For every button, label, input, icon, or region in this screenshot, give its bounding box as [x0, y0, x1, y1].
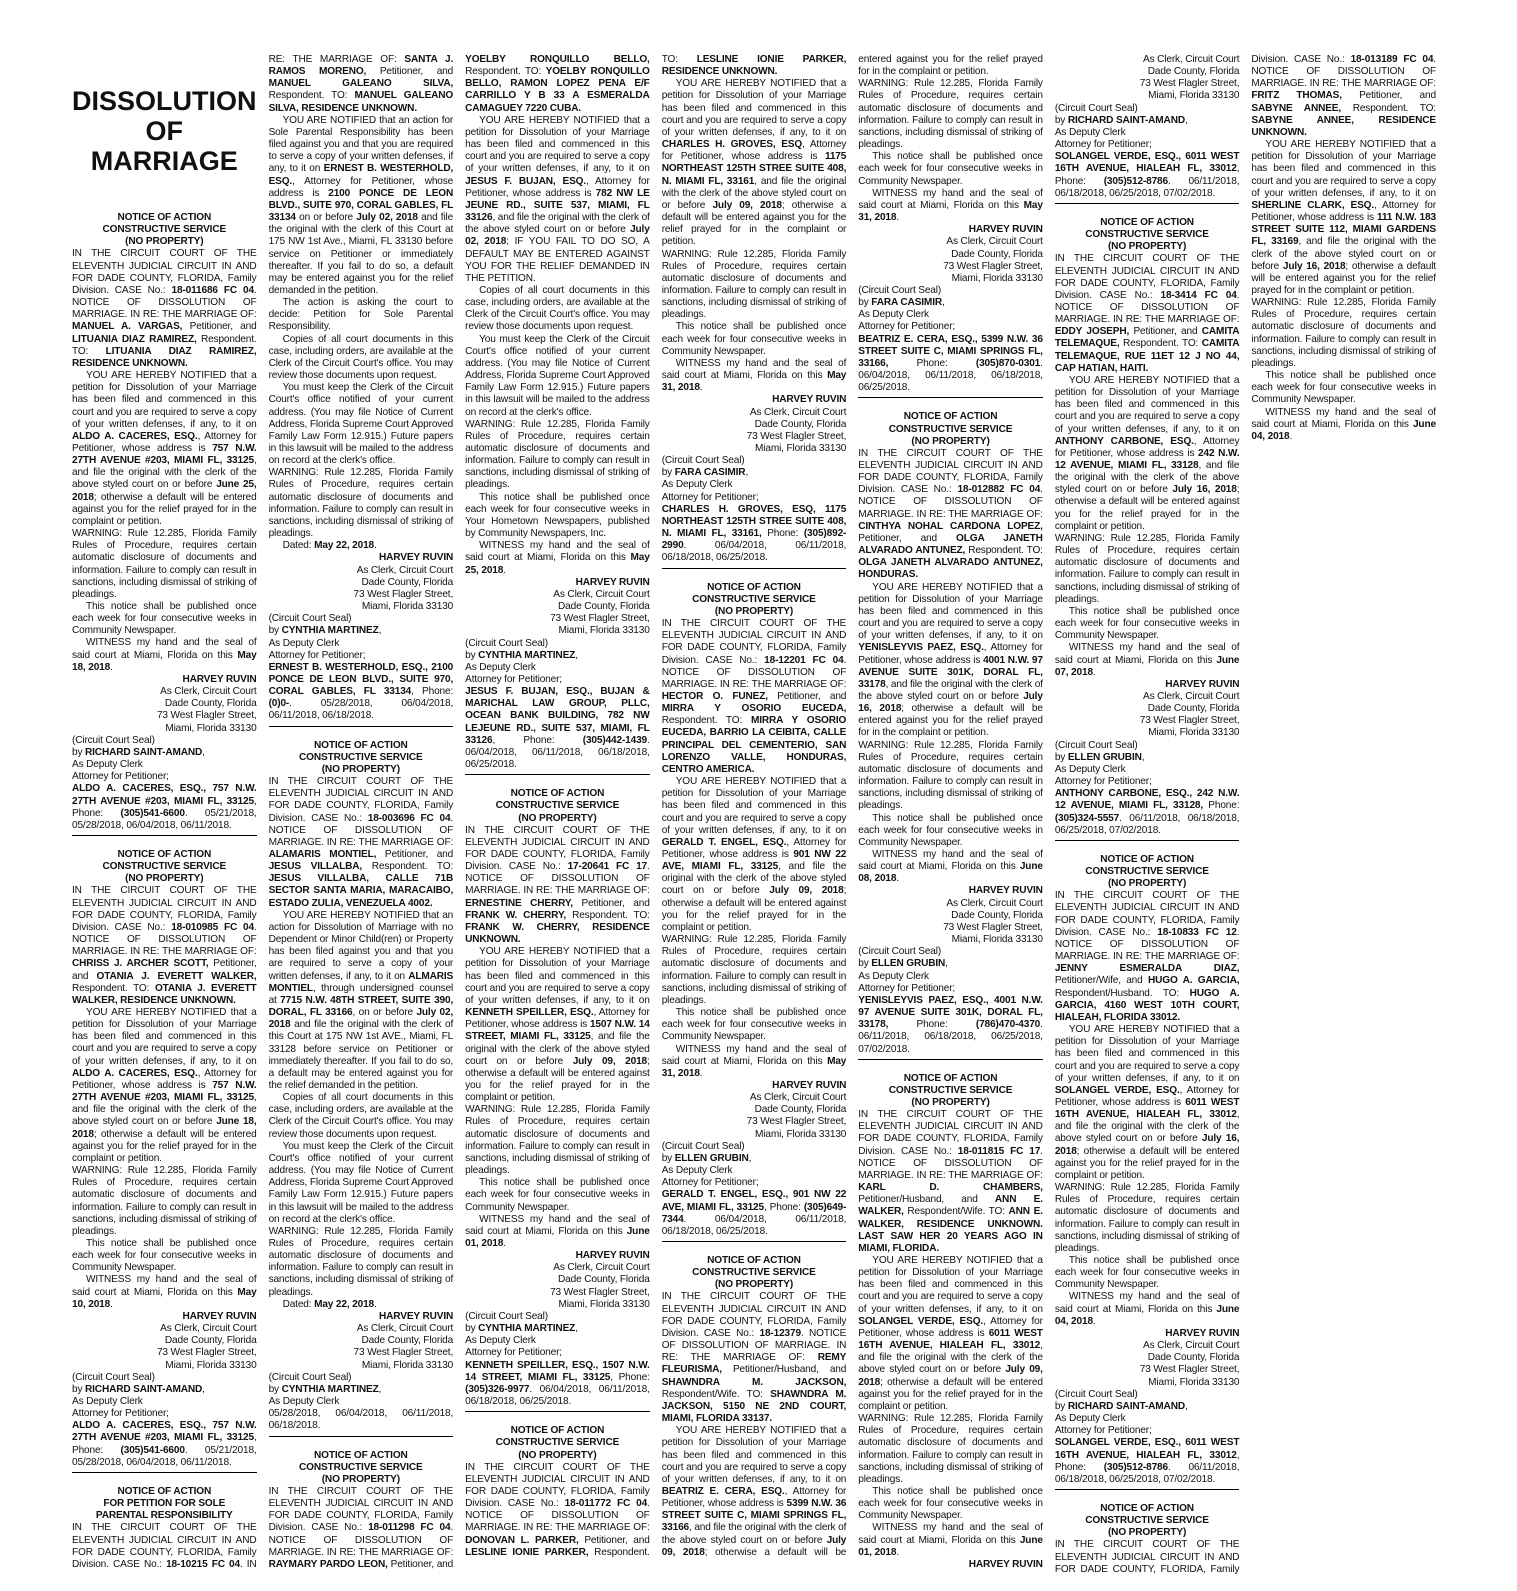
signature-line: Attorney for Petitioner; [268, 649, 366, 661]
notice-heading-line: CONSTRUCTIVE SERVICE [1085, 866, 1209, 877]
notice-paragraph: This notice shall be published once each week for four consecutive weeks in Community Newspaper. [661, 1007, 847, 1043]
notice-paragraph: KENNETH SPEILLER, ESQ., 1507 N.W. 14 STREET, MIAMI FL, 33125, Phone: (305)326-9977. 06/04/2018, 06/11/2018, 06/18/2018, 06/25/2018. [465, 1359, 650, 1408]
court-clerk-line: As Clerk, Circuit Court [356, 564, 454, 576]
court-clerk-line: Dade County, Florida [1147, 1352, 1240, 1364]
notice-paragraph: WARNING: Rule 12.285, Florida Family Rules of Procedure, requires certain automatic disclosure of documents and information. Failure to comply can result in sanctions, including dismissal of striking of pleadings. [858, 1413, 1043, 1485]
legal-notice [662, 582, 847, 1242]
signature-line: As Deputy Clerk [1054, 126, 1126, 138]
court-clerk-line: Miami, Florida 33130 [755, 443, 847, 454]
court-clerk-line: Dade County, Florida [164, 698, 257, 710]
notice-heading-line: CONSTRUCTIVE SERVICE [495, 1437, 620, 1449]
signature-line: Attorney for Petitioner; [661, 491, 759, 503]
notice-heading-line: NOTICE OF ACTION [117, 848, 212, 860]
court-clerk-line: As Clerk, Circuit Court [946, 897, 1043, 909]
notice-heading-line: CONSTRUCTIVE SERVICE [1085, 229, 1209, 241]
notice-heading-line: CONSTRUCTIVE SERVICE [102, 861, 227, 873]
court-clerk-line: 73 West Flagler Street, [1139, 1364, 1240, 1376]
court-clerk-line: 73 West Flagler Street, [353, 588, 454, 600]
notice-paragraph: IN THE CIRCUIT COURT OF THE ELEVENTH JUDICIAL CIRCUIT IN AND FOR DADE COUNTY, FLORIDA, Family Division. CASE No.: 18-12379. NOTICE OF DISSOLUTION OF MARRIAGE. IN RE: THE MARRIAGE OF: REMY FLEURISMA, Petitioner/Husband, and SHAWNDRA M. JACKSON, Respondent/Wife. TO: SHAWNDRA M. JACKSON, 5150 NE 2ND COURT, MIAMI, FLORIDA 33137. [661, 1291, 847, 1425]
notice-paragraph: The action is asking the court to decide: Petition for Sole Parental Responsibility. [268, 297, 454, 333]
notice-heading-line: NOTICE OF ACTION [903, 1072, 998, 1084]
notice-paragraph: WITNESS my hand and the seal of said court at Miami, Florida on this June 01, 2018. [858, 1522, 1043, 1558]
legal-notice [465, 788, 650, 1412]
signature-line: by CYNTHIA MARTINEZ, [268, 625, 382, 637]
court-clerk-line: Dade County, Florida [361, 1335, 454, 1347]
notice-paragraph: This notice shall be published once each week for four consecutive weeks in Community Newspaper. [465, 1177, 650, 1213]
notice-paragraph: Dated: May 22, 2018. [282, 540, 377, 552]
notice-heading-line: (NO PROPERTY) [1107, 241, 1187, 253]
notice-heading-line: (NO PROPERTY) [321, 763, 400, 775]
notice-paragraph: ALDO A. CACERES, ESQ., 757 N.W. 27TH AVENUE #203, MIAMI FL, 33125, Phone: (305)541-6600. 05/21/2018, 05/28/2018, 06/04/2018, 06/11/2018. [72, 783, 257, 831]
notice-paragraph: WARNING: Rule 12.285, Florida Family Rules of Procedure, requires certain automatic disclosure of documents and information. Failure to comply can result in sanctions, including dismissal of striking of pleadings. [858, 739, 1043, 812]
signature-line: As Deputy Clerk [858, 970, 929, 982]
court-clerk-line: Dade County, Florida [558, 1274, 650, 1286]
notice-paragraph: WITNESS my hand and the seal of said court at Miami, Florida on this May 31, 2018. [661, 1043, 847, 1079]
court-clerk-line: As Clerk, Circuit Court [356, 1323, 454, 1335]
notice-paragraph: IN THE CIRCUIT COURT OF THE ELEVENTH JUDICIAL CIRCUIT IN AND FOR DADE COUNTY, FLORIDA, Family Division. CASE No.: 18-011772 FC 04. NOTICE OF DISSOLUTION OF MARRIAGE. IN RE: THE MARRIAGE OF: DONOVAN L. PARKER, Petitioner, and LESLINE IONIE PARKER, Respondent. TO: LESLINE IONIE PARKER, RESIDENCE UNKNOWN. [465, 54, 847, 1558]
notice-paragraph: This notice shall be published once each week for four consecutive weeks in Community Newspaper. [1054, 605, 1240, 642]
notice-paragraph: This notice shall be published once each week for four consecutive weeks in Community Newspaper. [661, 321, 847, 357]
notice-paragraph: WITNESS my hand and the seal of said court at Miami, Florida on this June 08, 2018. [858, 849, 1043, 885]
notice-paragraph: ERNEST B. WESTERHOLD, ESQ., 2100 PONCE DE LEON BLVD., SUITE 970, CORAL GABLES, FL 33134, Phone: (0)0-. 05/28/2018, 06/04/2018, 06/11/2018, 06/18/2018. [268, 661, 454, 722]
notice-paragraph: WARNING: Rule 12.285, Florida Family Rules of Procedure, requires certain automatic disclosure of documents and information. Failure to comply can result in sanctions, including dismissal of striking of pleadings. [1251, 297, 1436, 369]
signature-line: Attorney for Petitioner; [661, 1177, 759, 1189]
court-clerk-line: 73 West Flagler Street, [943, 260, 1043, 272]
signature-line: (Circuit Court Seal) [72, 1371, 155, 1383]
signature-line: As Deputy Clerk [72, 1396, 143, 1407]
signature-line: As Deputy Clerk [268, 1396, 340, 1408]
court-clerk-line: As Clerk, Circuit Court [946, 236, 1043, 248]
notice-paragraph: WARNING: Rule 12.285, Florida Family Rules of Procedure, requires certain automatic disclosure of documents and information. Failure to comply can result in sanctions, including dismissal of striking of pleadings. [465, 418, 650, 491]
notice-heading-line: NOTICE OF ACTION [1100, 1502, 1194, 1514]
notice-paragraph: SOLANGEL VERDE, ESQ., 6011 WEST 16TH AVENUE, HIALEAH FL, 33012, Phone: (305)512-8786. 06/11/2018, 06/18/2018, 06/25/2018, 07/02/2018. [1054, 1437, 1240, 1485]
court-clerk-line: HARVEY RUVIN [575, 576, 650, 588]
signature-line: (Circuit Court Seal) [72, 734, 155, 746]
court-clerk-line: Miami, Florida 33130 [1148, 727, 1240, 739]
court-clerk-line: As Clerk, Circuit Court [553, 588, 650, 600]
court-clerk-line: Miami, Florida 33130 [361, 601, 454, 613]
signature-line: As Deputy Clerk [465, 1335, 536, 1347]
signature-line: by RICHARD SAINT-AMAND, [72, 1383, 205, 1395]
signature-line: As Deputy Clerk [661, 479, 733, 491]
signature-line: As Deputy Clerk [268, 637, 340, 649]
notice-heading-line: NOTICE OF ACTION [117, 1485, 212, 1497]
signature-line: Attorney for Petitioner; [1054, 776, 1152, 788]
court-clerk-line: HARVEY RUVIN [772, 1079, 847, 1091]
court-clerk-line: Miami, Florida 33130 [1148, 1376, 1240, 1388]
signature-line: by RICHARD SAINT-AMAND, [1054, 114, 1188, 126]
notice-paragraph: This notice shall be published once each week for four consecutive weeks in Community Newspaper. [72, 601, 257, 637]
notice-paragraph: WITNESS my hand and the seal of said court at Miami, Florida on this May 25, 2018. [465, 540, 650, 576]
notice-paragraph: YOU ARE HEREBY NOTIFIED that an action for Dissolution of Marriage with no Dependent or Minor Child(ren) or Property has been filed against you and that you are required to serve a copy of your written defenses, if any, to it on ALMARIS MONTIEL, through undersigned counsel at 7715 N.W. 48TH STREET, SUITE 390, DORAL, FL 33166, on or before July 02, 2018 and file the original with the clerk of this Court at 175 NW 1st AVE., Miami, FL 33128 before service on Petitioner or immediately thereafter. If you fail to do so, a default may be entered against you for the relief demanded in the petition. [268, 909, 454, 1091]
court-clerk-line: Miami, Florida 33130 [558, 625, 650, 637]
court-clerk-line: As Clerk, Circuit Court [160, 1323, 257, 1335]
notice-heading-line: (NO PROPERTY) [714, 1279, 794, 1291]
signature-line: by FARA CASIMIR, [661, 467, 749, 479]
notice-paragraph: IN THE CIRCUIT COURT OF THE ELEVENTH JUDICIAL CIRCUIT IN AND FOR DADE COUNTY, FLORIDA, Family Division. CASE No.: 18-013189 FC 04. NOTICE OF DISSOLUTION OF MARRIAGE. IN RE: THE MARRIAGE OF: FRITZ THOMAS, Petitioner, and SABYNE ANNEE, Respondent. TO: SABYNE ANNEE, RESIDENCE UNKNOWN. [1054, 54, 1436, 1575]
notice-heading-line: NOTICE OF ACTION [117, 212, 212, 223]
court-clerk-line: Dade County, Florida [164, 1335, 257, 1347]
court-clerk-line: Dade County, Florida [754, 418, 847, 430]
notice-paragraph: YOU ARE HEREBY NOTIFIED that a petition for Dissolution of your Marriage has been filed and commenced in this court and you are required to serve a copy of your written defenses, if any, to it on ANTHONY CARBONE, ESQ., Attorney for Petitioner, whose address is 242 N.W. 12 AVENUE, MIAMI FL, 33128, and file the original with the clerk of the above styled court on or before July 16, 2018; otherwise a default will be entered against you for the relief prayed for in the complaint or petition. [1054, 374, 1240, 532]
notice-paragraph: Dated: May 22, 2018. [282, 1298, 377, 1310]
notice-heading-line: (NO PROPERTY) [321, 1473, 400, 1485]
notice-paragraph: WARNING: Rule 12.285, Florida Family Rules of Procedure, requires certain automatic disclosure of documents and information. Failure to comply can result in sanctions, including dismissal of striking of pleadings. [858, 78, 1043, 151]
signature-line: (Circuit Court Seal) [465, 1310, 548, 1322]
notice-paragraph: IN THE CIRCUIT COURT OF THE ELEVENTH JUDICIAL CIRCUIT IN AND FOR DADE COUNTY, FLORIDA, Family Division. CASE No.: 18-011298 FC 04. NOTICE OF DISSOLUTION OF MARRIAGE. IN RE: THE MARRIAGE OF: RAYMARY PARDO LEON, Petitioner, and YOELBY RONQUILLO BELLO, Respondent. TO: YOELBY RONQUILLO BELLO, RAMON LOPEZ PENA E/F CARRILLO Y B 33 A ESMERALDA CAMAGUEY 7220 CUBA. [268, 54, 650, 1570]
notices-flow [72, 54, 1436, 1582]
notice-paragraph: ALDO A. CACERES, ESQ., 757 N.W. 27TH AVENUE #203, MIAMI FL, 33125, Phone: (305)541-6600. 05/21/2018, 05/28/2018, 06/04/2018, 06/11/2018. [72, 1420, 257, 1468]
notice-heading-line: NOTICE OF ACTION [510, 788, 605, 800]
notice-paragraph: YOU ARE HEREBY NOTIFIED that a petition for Dissolution of your Marriage has been filed and commenced in this court and you are required to serve a copy of your written defenses, if any, to it on YENISLEYVIS PAEZ, ESQ., Attorney for Petitioner, whose address is 4001 N.W. 97 AVENUE SUITE 301K, DORAL FL, 33178, and file the original with the clerk of the above styled court on or before July 16, 2018; otherwise a default will be entered against you for the relief prayed for in the complaint or petition. [858, 581, 1043, 739]
court-clerk-line: Miami, Florida 33130 [165, 722, 257, 734]
court-clerk-line: Dade County, Florida [558, 601, 650, 613]
page-title-line-2: OF MARRIAGE [90, 116, 238, 176]
notice-heading-line: (NO PROPERTY) [518, 1449, 597, 1461]
notice-paragraph: YOU ARE HEREBY NOTIFIED that a petition for Dissolution of your Marriage has been filed and commenced in this court and you are required to serve a copy of your written defenses, if any, to it on ALDO A. CACERES, ESQ., Attorney for Petitioner, whose address is 757 N.W. 27TH AVENUE #203, MIAMI FL, 33125, and file the original with the clerk of the above styled court on or before June 25, 2018; otherwise a default will be entered against you for the relief prayed for in the complaint or petition. [72, 370, 257, 527]
court-clerk-line: Dade County, Florida [951, 248, 1043, 260]
signature-line: by FARA CASIMIR, [858, 297, 945, 309]
page-title [72, 86, 257, 176]
signature-line: by ELLEN GRUBIN, [661, 1152, 752, 1164]
notice-heading-line: CONSTRUCTIVE SERVICE [1085, 1515, 1209, 1527]
court-clerk-line: 73 West Flagler Street, [1139, 78, 1240, 90]
court-clerk-line: As Clerk, Circuit Court [1142, 54, 1240, 65]
notice-heading-line: (NO PROPERTY) [911, 1096, 990, 1108]
notice-heading-line: (NO PROPERTY) [518, 812, 597, 824]
notice-paragraph: WARNING: Rule 12.285, Florida Family Rules of Procedure, requires certain automatic disclosure of documents and information. Failure to comply can result in sanctions, including dismissal of striking of pleadings. [1054, 532, 1240, 605]
signature-line: by CYNTHIA MARTINEZ, [465, 1323, 578, 1335]
notice-heading-line: NOTICE OF ACTION [1100, 853, 1194, 865]
notice-paragraph: IN THE CIRCUIT COURT OF THE ELEVENTH JUDICIAL CIRCUIT IN AND FOR DADE COUNTY, FLORIDA, Family Division. CASE No.: 17-20641 FC 17. NOTICE OF DISSOLUTION OF MARRIAGE. IN RE: THE MARRIAGE OF: ERNESTINE CHERRY, Petitioner, and FRANK W. CHERRY, Respondent. TO: FRANK W. CHERRY, RESIDENCE UNKNOWN. [465, 824, 650, 946]
signature-line: Attorney for Petitioner; [465, 1347, 562, 1359]
notice-paragraph: WARNING: Rule 12.285, Florida Family Rules of Procedure, requires certain automatic disclosure of documents and information. Failure to comply can result in sanctions, including dismissal of striking of pleadings. [72, 528, 257, 600]
signature-line: by ELLEN GRUBIN, [1054, 751, 1145, 763]
notice-heading-line: CONSTRUCTIVE SERVICE [102, 224, 227, 236]
signature-line: (Circuit Court Seal) [1054, 739, 1138, 751]
signature-line: (Circuit Court Seal) [858, 946, 942, 958]
court-clerk-line: HARVEY RUVIN [379, 1310, 454, 1322]
notice-paragraph: YOU ARE HEREBY NOTIFIED that a petition for Dissolution of your Marriage has been filed and commenced in this court and you are required to serve a copy of your written defenses, if any, to it on ALDO A. CACERES, ESQ., Attorney for Petitioner, whose address is 757 N.W. 27TH AVENUE #203, MIAMI FL, 33125, and file the original with the clerk of the above styled court on or before June 18, 2018; otherwise a default will be entered against you for the relief prayed for in the complaint or petition. [72, 1007, 257, 1164]
signature-line: (Circuit Court Seal) [661, 455, 745, 467]
court-clerk-line: As Clerk, Circuit Court [749, 1092, 847, 1104]
notice-heading-line: NOTICE OF ACTION [314, 1449, 408, 1461]
notice-paragraph: Copies of all court documents in this case, including orders, are available at the Clerk of the Circuit Court's office. You may review those documents upon request. [268, 1092, 454, 1140]
court-clerk-line: 73 West Flagler Street, [550, 1286, 650, 1298]
notice-heading-line: CONSTRUCTIVE SERVICE [495, 800, 620, 812]
notice-paragraph: IN THE CIRCUIT COURT OF THE ELEVENTH JUDICIAL CIRCUIT IN AND FOR DADE COUNTY, FLORIDA, Family Division. CASE No.: 18-12201 FC 04. NOTICE OF DISSOLUTION OF MARRIAGE. IN RE: THE MARRIAGE OF: HECTOR O. FUNEZ, Petitioner, and MIRRA Y OSORIO EUCEDA, Respondent. TO: MIRRA Y OSORIO EUCEDA, BARRIO LA CEIBITA, CALLE PRINCIPAL DEL CEMENTERIO, SAN LORENZO VALLE, HONDURAS, CENTRO AMERICA. [661, 618, 847, 775]
signature-line: Attorney for Petitioner; [1054, 1425, 1152, 1437]
notice-paragraph: WITNESS my hand and the seal of said court at Miami, Florida on this May 31, 2018. [858, 187, 1043, 224]
notice-heading-line: CONSTRUCTIVE SERVICE [299, 1461, 423, 1473]
court-clerk-line: HARVEY RUVIN [968, 1558, 1043, 1570]
notice-paragraph: WITNESS my hand and the seal of said court at Miami, Florida on this June 01, 2018. [465, 1213, 650, 1249]
signature-line: As Deputy Clerk [661, 1165, 733, 1177]
notice-paragraph: IN THE CIRCUIT COURT OF THE ELEVENTH JUDICIAL CIRCUIT IN AND FOR DADE COUNTY, FLORIDA, Family Division. CASE No.: 18-003696 FC 04. NOTICE OF DISSOLUTION OF MARRIAGE. IN RE: THE MARRIAGE OF: ALAMARIS MONTIEL, Petitioner, and JESUS VILLALBA, Respondent. TO: JESUS VILLALBA, CALLE 71B SECTOR SANTA MARIA, MARACAIBO, ESTADO ZULIA, VENEZUELA 4002. [268, 776, 454, 909]
notice-paragraph: GERALD T. ENGEL, ESQ., 901 NW 22 AVE, MIAMI FL, 33125, Phone: (305)649-7344. 06/04/2018, 06/11/2018, 06/18/2018, 06/25/2018. [661, 1189, 847, 1237]
notice-paragraph: WARNING: Rule 12.285, Florida Family Rules of Procedure, requires certain automatic disclosure of documents and information. Failure to comply can result in sanctions, including dismissal of striking of pleadings. [72, 1165, 257, 1237]
court-clerk-line: Dade County, Florida [951, 909, 1043, 921]
notice-heading-line: NOTICE OF ACTION [510, 1425, 605, 1437]
notice-paragraph: WITNESS my hand and the seal of said court at Miami, Florida on this June 04, 2018. [1251, 406, 1436, 442]
signature-line: (Circuit Court Seal) [465, 637, 548, 649]
signature-line: Attorney for Petitioner; [465, 673, 562, 685]
notice-paragraph: IN THE CIRCUIT COURT OF THE ELEVENTH JUDICIAL CIRCUIT IN AND FOR DADE COUNTY, FLORIDA, Family Division. CASE No.: 18-10833 FC 12. NOTICE OF DISSOLUTION OF MARRIAGE. IN RE: THE MARRIAGE OF: JENNY ESMERALDA DIAZ, Petitioner/Wife, and HUGO A. GARCIA, Respondent/Husband. TO: HUGO A. GARCIA, 4160 WEST 10TH COURT, HIALEAH, FLORIDA 33012. [1054, 890, 1240, 1023]
notice-paragraph: IN THE CIRCUIT COURT OF THE ELEVENTH JUDICIAL CIRCUIT IN AND FOR DADE COUNTY, FLORIDA, Family Division. CASE No.: 18-011815 FC 17. NOTICE OF DISSOLUTION OF MARRIAGE. IN RE: THE MARRIAGE OF: KARL D. CHAMBERS, Petitioner/Husband, and ANN E. WALKER, Respondent/Wife. TO: ANN E. WALKER, RESIDENCE UNKNOWN. LAST SAW HER 20 YEARS AGO IN MIAMI, FLORIDA. [858, 1109, 1043, 1254]
signature-line: by CYNTHIA MARTINEZ, [268, 1383, 382, 1395]
court-clerk-line: Miami, Florida 33130 [951, 272, 1043, 284]
notice-paragraph: WITNESS my hand and the seal of said court at Miami, Florida on this June 07, 2018. [1054, 642, 1240, 678]
signature-line: by RICHARD SAINT-AMAND, [72, 746, 205, 758]
page-title-line-1: DISSOLUTION [72, 86, 257, 116]
notice-paragraph: Copies of all court documents in this case, including orders, are available at the Clerk of the Circuit Court's office. You may review those documents upon request. [268, 333, 454, 382]
notice-paragraph: WITNESS my hand and the seal of said court at Miami, Florida on this May 10, 2018. [72, 1274, 257, 1310]
court-clerk-line: Dade County, Florida [754, 1104, 847, 1116]
notice-paragraph: YENISLEYVIS PAEZ, ESQ., 4001 N.W. 97 AVENUE SUITE 301K, DORAL FL, 33178, Phone: (786)470-4370. 06/11/2018, 06/18/2018, 06/25/2018, 07/02/2018. [858, 994, 1043, 1055]
court-clerk-line: As Clerk, Circuit Court [160, 686, 257, 698]
court-clerk-line: 73 West Flagler Street, [156, 710, 257, 722]
court-clerk-line: 73 West Flagler Street, [1139, 715, 1240, 727]
notice-paragraph: WARNING: Rule 12.285, Florida Family Rules of Procedure, requires certain automatic disclosure of documents and information. Failure to comply can result in sanctions, including dismissal of striking of pleadings. [268, 1225, 454, 1298]
court-clerk-line: 73 West Flagler Street, [943, 921, 1043, 933]
signature-line: As Deputy Clerk [1054, 1413, 1126, 1425]
court-clerk-line: HARVEY RUVIN [182, 1310, 257, 1322]
notice-heading-line: (NO PROPERTY) [125, 236, 204, 248]
signature-line: by RICHARD SAINT-AMAND, [1054, 1400, 1188, 1412]
signature-line: Attorney for Petitioner; [858, 982, 956, 994]
court-clerk-line: As Clerk, Circuit Court [553, 1262, 650, 1274]
notice-heading-line: FOR PETITION FOR SOLE [103, 1498, 226, 1510]
notice-paragraph: This notice shall be published once each week for four consecutive weeks in Your Hometown Newspapers, published by Community Newspapers, Inc. [465, 491, 650, 540]
notice-paragraph: WITNESS my hand and the seal of said court at Miami, Florida on this June 04, 2018. [1054, 1291, 1240, 1327]
notice-paragraph: YOU ARE HEREBY NOTIFIED that a petition for Dissolution of your Marriage has been filed and commenced in this court and you are required to serve a copy of your written defenses, if any, to it on SHERLINE CLARK, ESQ., Attorney for Petitioner, whose address is 111 N.W. 183 STREET SUITE 112, MIAMI GARDENS FL, 33169, and file the original with the clerk of the above styled court on or before July 16, 2018; otherwise a default will be entered against you for the relief prayed for in the complaint or petition. [1251, 139, 1436, 296]
notice-paragraph: WARNING: Rule 12.285, Florida Family Rules of Procedure, requires certain automatic disclosure of documents and information. Failure to comply can result in sanctions, including dismissal of striking of pleadings. [661, 248, 847, 321]
signature-line: Attorney for Petitioner; [858, 321, 956, 333]
notice-paragraph: This notice shall be published once each week for four consecutive weeks in Community Newspaper. [1054, 1255, 1240, 1291]
notice-paragraph: You must keep the Clerk of the Circuit Court's office notified of your current address. (You may file Notice of Current Address, Florida Supreme Court Approved Family Law Form 12.915.) Future papers in this lawsuit will be mailed to the address on record at the clerk's office. [268, 1140, 454, 1225]
notice-paragraph: IN THE CIRCUIT COURT OF THE ELEVENTH JUDICIAL CIRCUIT IN AND FOR DADE COUNTY, FLORIDA, Family Division. CASE No.: 18-010985 FC 04. NOTICE OF DISSOLUTION OF MARRIAGE. IN RE: THE MARRIAGE OF: CHRISS J. ARCHER SCOTT, Petitioner, and OTANIA J. EVERETT WALKER, Respondent. TO: OTANIA J. EVERETT WALKER, RESIDENCE UNKNOWN. [72, 885, 257, 1006]
legal-notice [72, 212, 257, 836]
court-clerk-line: HARVEY RUVIN [1165, 1327, 1240, 1339]
notice-heading-line: CONSTRUCTIVE SERVICE [692, 593, 816, 605]
signature-line: Attorney for Petitioner; [72, 1408, 169, 1420]
notice-heading-line: (NO PROPERTY) [1107, 1527, 1187, 1539]
court-clerk-line: HARVEY RUVIN [182, 673, 257, 685]
notice-paragraph: BEATRIZ E. CERA, ESQ., 5399 N.W. 36 STREET SUITE C, MIAMI SPRINGS FL, 33166, Phone: (305)870-0301. 06/04/2018, 06/11/2018, 06/18/2018, 06/25/2018. [858, 333, 1043, 394]
court-clerk-line: As Clerk, Circuit Court [1142, 1340, 1240, 1352]
notice-paragraph: WARNING: Rule 12.285, Florida Family Rules of Procedure, requires certain automatic disclosure of documents and information. Failure to comply can result in sanctions, including dismissal of striking of pleadings. [1054, 1182, 1240, 1254]
legal-notice [858, 411, 1043, 1059]
notice-paragraph: YOU ARE HEREBY NOTIFIED that a petition for Dissolution of your Marriage has been filed and commenced in this court and you are required to serve a copy of your written defenses, if any, to it on SOLANGEL VERDE, ESQ., Attorney for Petitioner, whose address is 6011 WEST 16TH AVENUE, HIALEAH FL, 33012, and file the original with the clerk of the above styled court on or before July 09, 2018; otherwise a default will be entered against you for the relief prayed for in the complaint or petition. [858, 1255, 1043, 1412]
signature-line: As Deputy Clerk [1054, 763, 1126, 775]
notice-heading-line: NOTICE OF ACTION [314, 739, 408, 751]
court-clerk-line: Miami, Florida 33130 [1148, 90, 1240, 102]
court-clerk-line: Miami, Florida 33130 [165, 1359, 257, 1371]
notice-paragraph: This notice shall be published once each week for four consecutive weeks in Community Newspaper. [858, 151, 1043, 187]
signature-line: (Circuit Court Seal) [1054, 1388, 1138, 1400]
signature-line: (Circuit Court Seal) [661, 1140, 745, 1152]
notice-heading-line: NOTICE OF ACTION [707, 1255, 801, 1266]
court-clerk-line: Miami, Florida 33130 [755, 1128, 847, 1140]
notice-paragraph: IN THE CIRCUIT COURT OF THE ELEVENTH JUDICIAL CIRCUIT IN AND FOR DADE COUNTY, FLORIDA, Family Division. CASE No.: 18-012882 FC 04. NOTICE OF DISSOLUTION OF MARRIAGE. IN RE: THE MARRIAGE OF: CINTHYA NOHAL CARDONA LOPEZ, Petitioner, and OLGA JANETH ALVARADO ANTUNEZ, Respondent. TO: OLGA JANETH ALVARADO ANTUNEZ, HONDURAS. [858, 447, 1043, 581]
notice-heading-line: NOTICE OF ACTION [1100, 216, 1194, 228]
notice-heading-line: (NO PROPERTY) [714, 605, 794, 617]
notice-heading-line: NOTICE OF ACTION [707, 581, 801, 593]
court-clerk-line: HARVEY RUVIN [968, 885, 1043, 897]
legal-notice [1055, 217, 1240, 841]
signature-line: As Deputy Clerk [465, 661, 536, 673]
signature-line: (Circuit Court Seal) [858, 284, 942, 296]
notice-heading-line: (NO PROPERTY) [1107, 878, 1187, 890]
notice-paragraph: Copies of all court documents in this case, including orders, are available at the Clerk of the Circuit Court's office. You may review those documents upon request. [465, 284, 650, 333]
notice-paragraph: YOU ARE HEREBY NOTIFIED that a petition for Dissolution of your Marriage has been filed and commenced in this court and you are required to serve a copy of your written defenses, if any, to it on KENNETH SPEILLER, ESQ., Attorney for Petitioner, whose address is 1507 N.W. 14 STREET, MIAMI FL, 33125, and file the original with the clerk of the above styled court on or before July 09, 2018; otherwise a default will be entered against you for the relief prayed for in the complaint or petition. [465, 946, 650, 1104]
notice-paragraph: This notice shall be published once each week for four consecutive weeks in Community Newspaper. [858, 812, 1043, 848]
notice-heading-line: (NO PROPERTY) [911, 435, 990, 447]
notice-heading-line: CONSTRUCTIVE SERVICE [888, 1084, 1013, 1096]
notice-heading-line: PARENTAL RESPONSIBILITY [95, 1510, 233, 1522]
notice-paragraph: This notice shall be published once each week for four consecutive weeks in Community Newspaper. [1251, 370, 1436, 406]
court-clerk-line: Miami, Florida 33130 [361, 1359, 454, 1371]
legal-notice [72, 849, 257, 1473]
notice-paragraph: WARNING: Rule 12.285, Florida Family Rules of Procedure, requires certain automatic disclosure of documents and information. Failure to comply can result in sanctions, including dismissal of striking of pleadings. [661, 934, 847, 1006]
court-clerk-line: HARVEY RUVIN [1165, 678, 1240, 690]
signature-line: (Circuit Court Seal) [268, 613, 352, 625]
notice-paragraph: This notice shall be published once each week for four consecutive weeks in Community Newspaper. [72, 1237, 257, 1274]
signature-line: Attorney for Petitioner; [1054, 139, 1152, 151]
notice-paragraph: JESUS F. BUJAN, ESQ., BUJAN & MARICHAL LAW GROUP, PLLC, OCEAN BANK BUILDING, 782 NW LEJEUNE RD., SUITE 537, MIAMI, FL 33126, Phone: (305)442-1439. 06/04/2018, 06/11/2018, 06/18/2018, 06/25/2018. [465, 686, 650, 771]
legal-notice [269, 740, 454, 1437]
notice-heading-line: CONSTRUCTIVE SERVICE [299, 751, 423, 763]
court-clerk-line: Dade County, Florida [1147, 66, 1240, 78]
notice-paragraph: You must keep the Clerk of the Circuit Court's office notified of your current address. (You may file Notice of Current Address, Florida Supreme Court Approved Family Law Form 12.915.) Future papers in this lawsuit will be mailed to the address on record at the clerk's office. [465, 333, 650, 418]
notice-paragraph: YOU ARE HEREBY NOTIFIED that a petition for Dissolution of your Marriage has been filed and commenced in this court and you are required to serve a copy of your written defenses, if any, to it on CHARLES H. GROVES, ESQ, Attorney for Petitioner, whose address is 1175 NORTHEAST 125TH STREE SUITE 408, N. MIAMI FL, 33161, and file the original with the clerk of the above styled court on or before July 09, 2018; otherwise a default will be entered against you for the relief prayed for in the complaint or petition. [661, 78, 847, 248]
notice-heading-line: (NO PROPERTY) [125, 873, 204, 885]
signature-line: Attorney for Petitioner; [72, 771, 169, 783]
signature-line: by ELLEN GRUBIN, [858, 958, 948, 970]
notice-paragraph: IN THE CIRCUIT COURT OF THE ELEVENTH JUDICIAL CIRCUIT IN AND FOR DADE COUNTY, FLORIDA, Family Division. CASE No.: 18-10215 FC 04. IN RE: THE MARRIAGE OF: SANTA J. RAMOS MORENO, Petitioner, and MANUEL GALEANO SILVA, Respondent. TO: MANUEL GALEANO SILVA, RESIDENCE UNKNOWN. [72, 54, 454, 1570]
notice-paragraph: WARNING: Rule 12.285, Florida Family Rules of Procedure, requires certain automatic disclosure of documents and information. Failure to comply can result in sanctions, including dismissal of striking of pleadings. [268, 467, 454, 540]
notice-paragraph: YOU ARE HEREBY NOTIFIED that a petition for Dissolution of your Marriage has been filed and commenced in this court and you are required to serve a copy of your written defenses, if any, to it on SOLANGEL VERDE, ESQ., Attorney for Petitioner, whose address is 6011 WEST 16TH AVENUE, HIALEAH FL, 33012, and file the original with the clerk of the above styled court on or before July 16, 2018; otherwise a default will be entered against you for the relief prayed for in the complaint or petition. [1054, 1024, 1240, 1181]
notice-paragraph: SOLANGEL VERDE, ESQ., 6011 WEST 16TH AVENUE, HIALEAH FL, 33012, Phone: (305)512-8786. 06/11/2018, 06/18/2018, 06/25/2018, 07/02/2018. [1054, 151, 1240, 199]
notice-paragraph: YOU ARE HEREBY NOTIFIED that a petition for Dissolution of your Marriage has been filed and commenced in this court and you are required to serve a copy of your written defenses, if any, to it on BEATRIZ E. CERA, ESQ., Attorney for Petitioner, whose address is 5399 N.W. 36 STREET SUITE C, MIAMI SPRINGS FL, 33166, and file the original with the clerk of the above styled court on or before July 09, 2018; otherwise a default will be entered against you for the relief prayed for in the complaint or petition. [661, 54, 1043, 1558]
notice-paragraph: WARNING: Rule 12.285, Florida Family Rules of Procedure, requires certain automatic disclosure of documents and information. Failure to comply can result in sanctions, including dismissal of striking of pleadings. [465, 1104, 650, 1177]
court-clerk-line: 73 West Flagler Street, [746, 1116, 847, 1128]
court-clerk-line: HARVEY RUVIN [772, 394, 847, 406]
notice-paragraph: This notice shall be published once each week for four consecutive weeks in Community Newspaper. [858, 1485, 1043, 1522]
notice-paragraph: WITNESS my hand and the seal of said court at Miami, Florida on this May 31, 2018. [661, 357, 847, 394]
notice-paragraph: YOU ARE NOTIFIED that an action for Sole Parental Responsibility has been filed against you and that you are required to serve a copy of your written defenses, if any, to it on ERNEST B. WESTERHOLD, ESQ., Attorney for Petitioner, whose address is 2100 PONCE DE LEON BLVD., SUITE 970, CORAL GABLES, FL 33134 on or before July 02, 2018 and file the original with the clerk of this Court at 175 NW 1st Ave., Miami, FL 33130 before service on Petitioner or immediately thereafter. If you fail to do so, a default may be entered against you for the relief demanded in the petition. [268, 114, 454, 296]
notice-paragraph: IN THE CIRCUIT COURT OF THE ELEVENTH JUDICIAL CIRCUIT IN AND FOR DADE COUNTY, FLORIDA, Family Division. CASE No.: 18-3414 FC 04. NOTICE OF DISSOLUTION OF MARRIAGE. IN RE: THE MARRIAGE OF: EDDY JOSEPH, Petitioner, and CAMITA TELEMAQUE, Respondent. TO: CAMITA TELEMAQUE, RUE 11ET 12 J NO 44, CAP HATIAN, HAITI. [1054, 253, 1240, 374]
notice-paragraph: IN THE CIRCUIT COURT OF THE ELEVENTH JUDICIAL CIRCUIT IN AND FOR DADE COUNTY, FLORIDA, Family Division. CASE No.: 18-011686 FC 04. NOTICE OF DISSOLUTION OF MARRIAGE. IN RE: THE MARRIAGE OF: MANUEL A. VARGAS, Petitioner, and LITUANIA DIAZ RAMIREZ, Respondent. TO: LITUANIA DIAZ RAMIREZ, RESIDENCE UNKNOWN. [72, 248, 257, 369]
signature-line: (Circuit Court Seal) [268, 1371, 352, 1383]
court-clerk-line: As Clerk, Circuit Court [749, 406, 847, 418]
notice-paragraph: ANTHONY CARBONE, ESQ., 242 N.W. 12 AVENUE, MIAMI FL, 33128, Phone: (305)324-5557. 06/11/2018, 06/18/2018, 06/25/2018, 07/02/2018. [1054, 788, 1240, 836]
notice-paragraph: YOU ARE HEREBY NOTIFIED that a petition for Dissolution of your Marriage has been filed and commenced in this court and you are required to serve a copy of your written defenses, if any, to it on GERALD T. ENGEL, ESQ., Attorney for Petitioner, whose address is 901 NW 22 AVE, MIAMI FL, 33125, and file the original with the clerk of the above styled court on or before July 09, 2018; otherwise a default will be entered against you for the relief prayed for in the complaint or petition. [661, 776, 847, 933]
notice-paragraph: 05/28/2018, 06/04/2018, 06/11/2018, 06/18/2018. [268, 1408, 454, 1432]
notice-paragraph: You must keep the Clerk of the Circuit Court's office notified of your current address. (You may file Notice of Current Address, Florida Supreme Court Approved Family Law Form 12.915.) Future papers in this lawsuit will be mailed to the address on record at the clerk's office. [268, 382, 454, 467]
court-clerk-line: Dade County, Florida [1147, 703, 1240, 715]
notice-heading-line: CONSTRUCTIVE SERVICE [692, 1267, 816, 1279]
signature-line: by CYNTHIA MARTINEZ, [465, 649, 578, 661]
court-clerk-line: 73 West Flagler Street, [156, 1347, 257, 1359]
signature-line: As Deputy Clerk [72, 759, 143, 771]
notice-paragraph: WITNESS my hand and the seal of said court at Miami, Florida on this May 18, 2018. [72, 637, 257, 673]
notice-paragraph: YOU ARE HEREBY NOTIFIED that a petition for Dissolution of your Marriage has been filed and commenced in this court and you are required to serve a copy of your written defenses, if any, to it on JESUS F. BUJAN, ESQ., Attorney for Petitioner, whose address is 782 NW LE JEUNE RD., SUITE 537, MIAMI, FL 33126, and file the original with the clerk of the above styled court on or before July 02, 2018; IF YOU FAIL TO DO SO, A DEFAULT MAY BE ENTERED AGAINST YOU FOR THE RELIEF DEMANDED IN THE PETITION. [465, 114, 650, 284]
court-clerk-line: HARVEY RUVIN [968, 224, 1043, 236]
court-clerk-line: 73 West Flagler Street, [550, 613, 650, 625]
court-clerk-line: 73 West Flagler Street, [353, 1347, 454, 1359]
court-clerk-line: Miami, Florida 33130 [951, 934, 1043, 946]
notice-paragraph: CHARLES H. GROVES, ESQ, 1175 NORTHEAST 125TH STREE SUITE 408, N. MIAMI FL, 33161, Phone: (305)892-2990. 06/04/2018, 06/11/2018, 06/18/2018, 06/25/2018. [661, 503, 847, 564]
court-clerk-line: Dade County, Florida [361, 576, 454, 588]
legal-notice [1055, 854, 1240, 1490]
notice-heading-line: NOTICE OF ACTION [903, 411, 998, 423]
court-clerk-line: Miami, Florida 33130 [558, 1298, 650, 1310]
signature-line: As Deputy Clerk [858, 309, 929, 321]
notice-heading-line: CONSTRUCTIVE SERVICE [888, 423, 1013, 435]
court-clerk-line: As Clerk, Circuit Court [1142, 690, 1240, 702]
signature-line: (Circuit Court Seal) [1054, 102, 1138, 114]
court-clerk-line: HARVEY RUVIN [575, 1250, 650, 1262]
court-clerk-line: HARVEY RUVIN [379, 552, 454, 564]
court-clerk-line: 73 West Flagler Street, [746, 430, 847, 442]
